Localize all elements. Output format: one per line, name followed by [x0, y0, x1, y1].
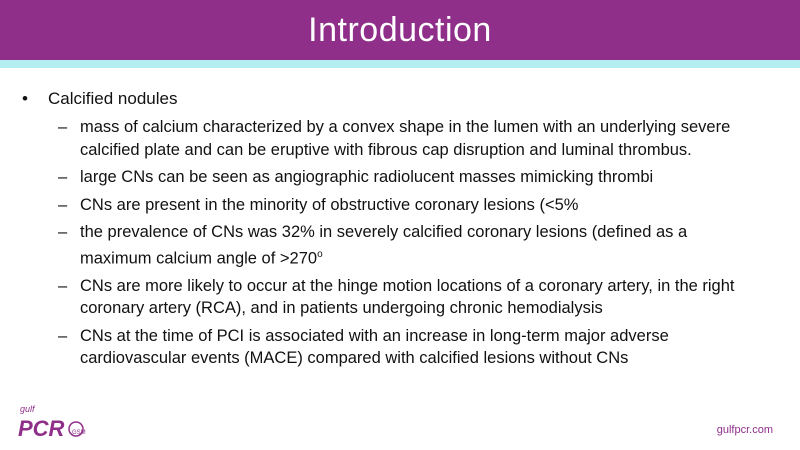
sub-bullet-text: large CNs can be seen as angiographic radiolucent masses mimicking thrombi: [80, 168, 654, 186]
sub-bullet-text: CNs are present in the minority of obstructive coronary lesions (<5%: [80, 195, 579, 214]
sub-bullet: [58, 194, 782, 217]
dash-icon: –: [58, 118, 68, 136]
dash-icon: –: [58, 276, 68, 295]
sub-bullet-text-with-degree: [72, 221, 756, 270]
bullet-icon: •: [22, 89, 28, 108]
logo-pcr-text: PCR: [18, 416, 65, 441]
slide-title: Introduction: [308, 10, 492, 49]
logo-gsm-text: GSM: [72, 430, 86, 436]
sub-bullet-text: CNs at the time of PCI is associated with an increase in long-term major adverse cardiovascular events (MACE) compared with calcified lesions without CNs: [80, 326, 669, 367]
sub-bullet: [58, 166, 782, 189]
main-bullet: [22, 88, 782, 110]
dash-icon: –: [58, 195, 68, 214]
accent-bar: [0, 60, 800, 68]
title-bar: [0, 0, 800, 60]
footer-url[interactable]: gulfpcr.com: [716, 424, 773, 436]
sub-bullet: [58, 116, 782, 161]
gulf-pcr-logo: [16, 402, 106, 442]
sub-bullet-list: [22, 116, 782, 370]
sub-bullet-text: mass of calcium characterized by a convex shape in the lumen with an underlying severe calcified plate and can be eruptive with fibrous cap disruption and luminal thrombus.: [80, 118, 731, 159]
slide-content: [22, 88, 782, 375]
dash-icon: –: [58, 223, 68, 241]
dash-icon: –: [58, 168, 68, 186]
sub-bullet: [58, 221, 782, 270]
sub-bullet-text: the prevalence of CNs was 32% in severely calcified coronary lesions (defined as a maximum calcium angle of >270: [80, 223, 688, 267]
main-bullet-text: Calcified nodules: [48, 89, 178, 108]
sub-bullet: [58, 325, 782, 370]
degree-superscript: o: [317, 248, 323, 260]
sub-bullet-text: CNs are more likely to occur at the hinge motion locations of a coronary artery, in the right coronary artery (RCA), and in patients undergoing chronic hemodialysis: [80, 276, 735, 317]
dash-icon: –: [58, 326, 68, 345]
sub-bullet: [58, 275, 782, 320]
logo-gulf-text: gulf: [20, 404, 35, 414]
